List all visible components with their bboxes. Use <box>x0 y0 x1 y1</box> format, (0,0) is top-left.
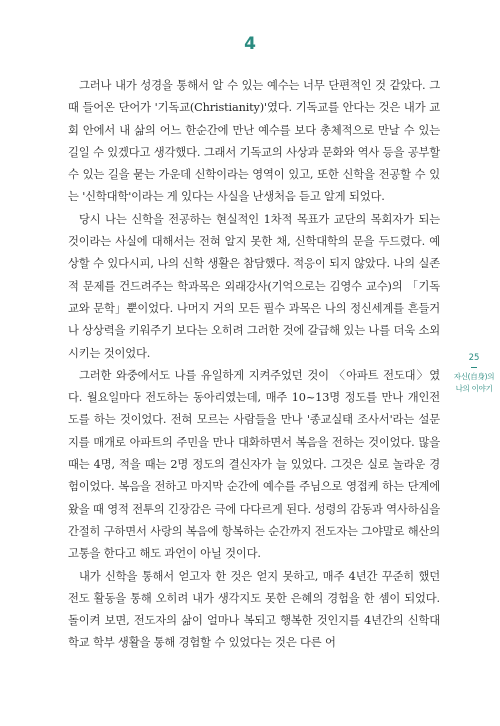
margin-note <box>452 352 496 395</box>
separator-line <box>471 367 477 368</box>
running-title-line2: 나의 이야기 <box>455 384 493 393</box>
page-number: 25 <box>468 353 480 363</box>
paragraph: 그러나 내가 성경을 통해서 알 수 있는 예수는 너무 단편적인 것 같았다. 그때 들어온 단어가 '기독교(Christianity)'였다. 기독교를 안다는 것은 내가 교회 안에서 내 삶의 어느 한순간에 만난 예수를 보다 총체적으로 만날 수 있는 길일 수 있겠다고 생각했다. 그래서 기독교의 사상과 문화와 역사 등을 공부할 수 있는 길을 묻는 가운데 신학이라는 영역이 있고, 또한 신학을 전공할 수 있는 '신학대학'이라는 게 있다는 사실을 난생처음 듣고 알게 되었다. <box>68 79 440 204</box>
paragraph: 당시 나는 신학을 전공하는 현실적인 1차적 목표가 교단의 목회자가 되는 것이라는 사실에 대해서는 전혀 알지 못한 채, 신학대학의 문을 두드렸다. 예상할 수 있다시피, 나의 신학 생활은 참담했다. 적응이 되지 않았다. 나의 실존적 문제를 건드려주는 학과목은 외래강사(기억으로는 김영수 교수)의 「기독교와 문학」뿐이었다. 나머지 거의 모든 필수 과목은 나의 정신세계를 흔들거나 상상력을 키워주기 보다는 오히려 그러한 것에 갈급해 있는 나를 더욱 소외시키는 것이었다. <box>68 212 440 360</box>
body-text <box>68 75 440 655</box>
chapter-number: 4 <box>244 34 256 54</box>
running-title-line1: 자신(自身)의 <box>453 372 495 381</box>
paragraph: 그러한 와중에서도 나를 유일하게 지켜주었던 것이 〈아파트 전도대〉였다. 월요일마다 전도하는 동아리였는데, 매주 10~13명 정도를 만나 개인전도를 하는 것이었다. 전혀 모르는 사람들을 만나 '종교실태 조사서'라는 설문지를 매개로 아파트의 주민을 만나 대화하면서 복음을 전하는 것이었다. 많을 때는 4명, 적을 때는 2명 정도의 결신자가 늘 있었다. 그것은 실로 놀라운 경험이었다. 복음을 전하고 마지막 순간에 예수를 주님으로 영접케 하는 단계에 왔을 때 영적 전투의 긴장감은 극에 다다르게 된다. 성령의 감동과 역사하심을 간절히 구하면서 사랑의 복음에 항복하는 순간까지 전도자는 그야말로 해산의 고통을 한다고 해도 과언이 아닐 것이다. <box>68 368 440 561</box>
paragraph: 내가 신학을 통해서 얻고자 한 것은 얻지 못하고, 매주 4년간 꾸준히 했던 전도 활동을 통해 오히려 내가 생각지도 못한 은혜의 경험을 한 셈이 되었다. 돌이켜 보면, 전도자의 삶이 얼마나 복되고 행복한 것인지를 4년간의 신학대학교 학부 생활을 통해 경험할 수 있었다는 것은 다른 어 <box>68 569 440 650</box>
